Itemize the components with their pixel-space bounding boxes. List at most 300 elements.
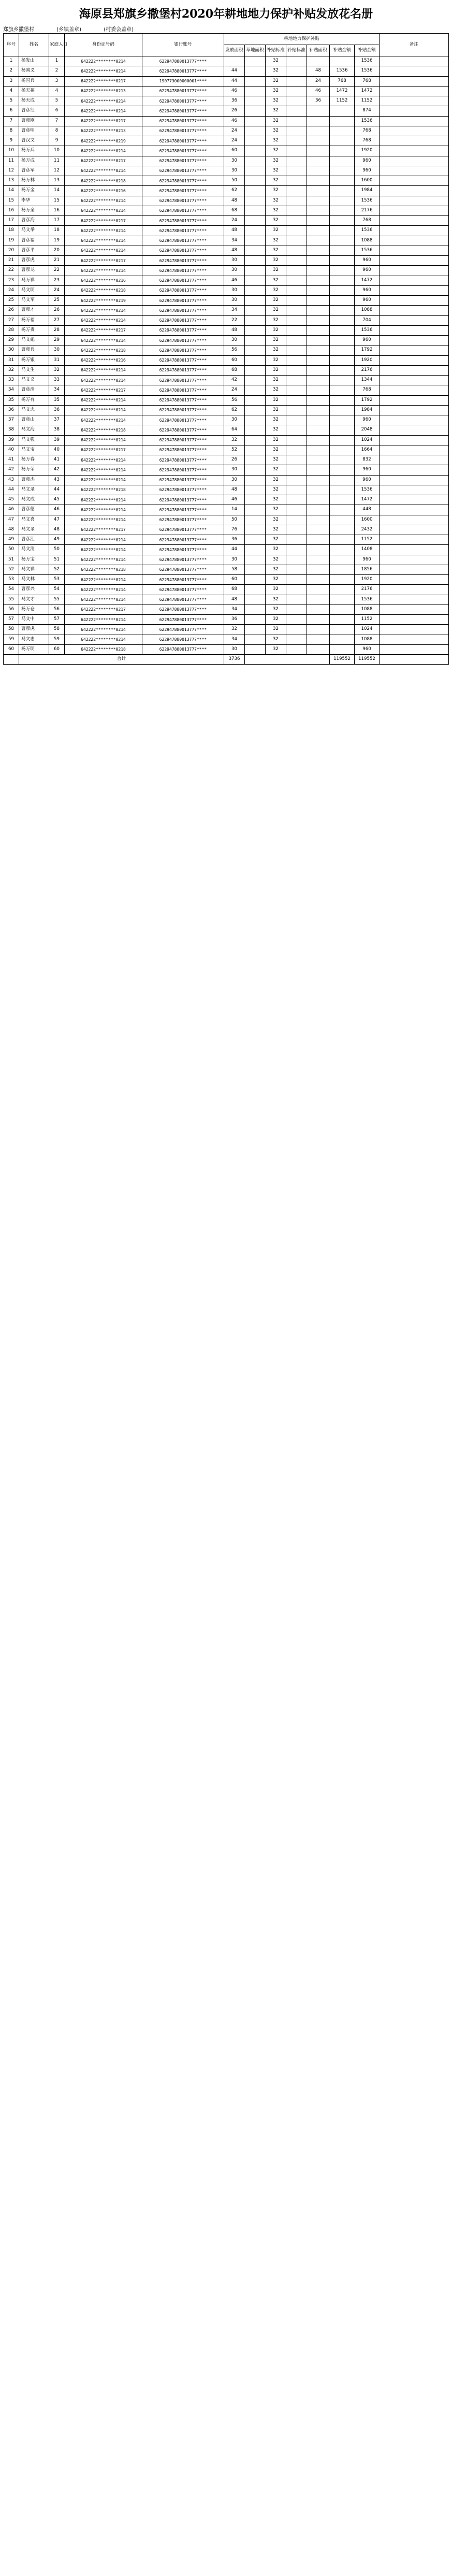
cell-land-area xyxy=(307,635,330,644)
cell-seq: 13 xyxy=(4,176,19,186)
cell-total-amount: 1536 xyxy=(355,246,380,255)
cell-family-size: 26 xyxy=(49,306,65,315)
cell-amount xyxy=(330,256,355,266)
cell-family-size: 13 xyxy=(49,176,65,186)
cell-total-amount: 960 xyxy=(355,555,380,565)
cell-seq: 41 xyxy=(4,455,19,465)
table-row xyxy=(4,635,449,644)
cell-amount xyxy=(330,405,355,415)
cell-total-amount: 768 xyxy=(355,216,380,226)
cell-remark xyxy=(380,595,449,605)
cell-id-number: 642222********0217 xyxy=(65,256,142,266)
cell-id-number: 642222********0214 xyxy=(65,435,142,445)
cell-id-number: 642222********0214 xyxy=(65,106,142,116)
cell-std2 xyxy=(286,285,307,295)
cell-id-number: 642222********0214 xyxy=(65,196,142,206)
cell-grassland xyxy=(245,495,266,505)
cell-std: 32 xyxy=(266,515,286,525)
cell-std2 xyxy=(286,495,307,505)
cell-amount xyxy=(330,605,355,614)
cell-id-number: 642222********0214 xyxy=(65,166,142,176)
cell-land-area xyxy=(307,126,330,136)
cell-name: 曹彦德 xyxy=(19,505,49,515)
cell-std2 xyxy=(286,106,307,116)
cell-std: 32 xyxy=(266,166,286,176)
cell-area: 22 xyxy=(224,315,245,325)
cell-name: 马文军 xyxy=(19,296,49,306)
cell-id-number: 642222********0213 xyxy=(65,126,142,136)
cell-amount xyxy=(330,425,355,435)
cell-total-amount: 1024 xyxy=(355,625,380,635)
cell-land-area xyxy=(307,505,330,515)
cell-std2 xyxy=(286,226,307,236)
cell-remark xyxy=(380,256,449,266)
cell-std: 32 xyxy=(266,176,286,186)
cell-std: 32 xyxy=(266,625,286,635)
cell-std: 32 xyxy=(266,276,286,285)
cell-grassland xyxy=(245,246,266,255)
cell-name: 杨国兵 xyxy=(19,76,49,86)
table-row xyxy=(4,585,449,595)
cell-family-size: 2 xyxy=(49,66,65,76)
cell-id-number: 642222********0218 xyxy=(65,425,142,435)
cell-name: 马文祥 xyxy=(19,565,49,574)
cell-total-amount: 960 xyxy=(355,475,380,485)
table-row xyxy=(4,116,449,126)
cell-family-size: 33 xyxy=(49,376,65,385)
subtitle-village-seal: (村委会盖章) xyxy=(104,27,134,33)
cell-total-amount: 1600 xyxy=(355,515,380,525)
cell-remark xyxy=(380,605,449,614)
table-row xyxy=(4,196,449,206)
cell-std2 xyxy=(286,455,307,465)
cell-std2 xyxy=(286,246,307,255)
cell-id-number: 642222********0219 xyxy=(65,296,142,306)
cell-name: 杨万全 xyxy=(19,206,49,215)
cell-name: 曹彦虎 xyxy=(19,256,49,266)
cell-id-number: 642222********0214 xyxy=(65,206,142,215)
cell-std: 32 xyxy=(266,565,286,574)
cell-std: 32 xyxy=(266,216,286,226)
cell-seq: 46 xyxy=(4,505,19,515)
cell-land-area xyxy=(307,395,330,405)
cell-land-area xyxy=(307,515,330,525)
table-row xyxy=(4,575,449,585)
table-row xyxy=(4,435,449,445)
cell-std2 xyxy=(286,445,307,455)
total-amount: 119552 xyxy=(330,655,355,665)
cell-std: 32 xyxy=(266,495,286,505)
cell-land-area xyxy=(307,415,330,425)
cell-std: 32 xyxy=(266,226,286,236)
cell-area: 44 xyxy=(224,545,245,555)
cell-grassland xyxy=(245,555,266,565)
cell-land-area xyxy=(307,166,330,176)
table-row xyxy=(4,315,449,325)
cell-total-amount: 960 xyxy=(355,285,380,295)
table-row xyxy=(4,76,449,86)
cell-std: 32 xyxy=(266,156,286,166)
cell-grassland xyxy=(245,625,266,635)
cell-seq: 15 xyxy=(4,196,19,206)
cell-std2 xyxy=(286,585,307,595)
cell-family-size: 41 xyxy=(49,455,65,465)
cell-remark xyxy=(380,625,449,635)
cell-std2 xyxy=(286,206,307,215)
cell-std: 32 xyxy=(266,116,286,126)
table-row xyxy=(4,485,449,495)
cell-seq: 12 xyxy=(4,166,19,176)
cell-seq: 33 xyxy=(4,376,19,385)
cell-seq: 32 xyxy=(4,365,19,375)
cell-std2 xyxy=(286,595,307,605)
cell-grassland xyxy=(245,644,266,654)
cell-area: 56 xyxy=(224,346,245,355)
cell-land-area xyxy=(307,306,330,315)
header-total-amount: 补贴金额 xyxy=(355,45,380,56)
cell-land-area xyxy=(307,565,330,574)
cell-std: 32 xyxy=(266,475,286,485)
cell-bank-account: 622947880013777**** xyxy=(142,266,224,276)
cell-family-size: 30 xyxy=(49,346,65,355)
cell-std2 xyxy=(286,86,307,96)
cell-amount xyxy=(330,415,355,425)
cell-name: 杨天成 xyxy=(19,96,49,106)
cell-remark xyxy=(380,615,449,625)
cell-name: 马万祥 xyxy=(19,276,49,285)
cell-std: 32 xyxy=(266,405,286,415)
cell-total-amount: 1344 xyxy=(355,376,380,385)
cell-family-size: 15 xyxy=(49,196,65,206)
cell-std: 32 xyxy=(266,296,286,306)
cell-name: 曹彦平 xyxy=(19,246,49,255)
cell-std2 xyxy=(286,425,307,435)
header-name: 姓名 xyxy=(19,34,49,56)
cell-bank-account: 622947880013777**** xyxy=(142,86,224,96)
cell-total-amount: 1664 xyxy=(355,445,380,455)
cell-grassland xyxy=(245,355,266,365)
cell-grassland xyxy=(245,136,266,146)
table-row xyxy=(4,176,449,186)
cell-remark xyxy=(380,196,449,206)
cell-remark xyxy=(380,86,449,96)
cell-amount xyxy=(330,136,355,146)
cell-grassland xyxy=(245,435,266,445)
cell-std2 xyxy=(286,395,307,405)
cell-name: 马文生 xyxy=(19,365,49,375)
cell-amount xyxy=(330,226,355,236)
cell-total-amount: 1792 xyxy=(355,346,380,355)
cell-bank-account: 622947880013777**** xyxy=(142,545,224,555)
cell-std: 32 xyxy=(266,196,286,206)
cell-family-size: 43 xyxy=(49,475,65,485)
cell-name: 杨天福 xyxy=(19,86,49,96)
cell-id-number: 642222********0217 xyxy=(65,216,142,226)
cell-bank-account: 622947880013777**** xyxy=(142,525,224,535)
cell-area: 60 xyxy=(224,575,245,585)
cell-std: 32 xyxy=(266,555,286,565)
cell-std: 32 xyxy=(266,425,286,435)
cell-amount xyxy=(330,296,355,306)
cell-seq: 59 xyxy=(4,635,19,644)
cell-grassland xyxy=(245,56,266,66)
cell-bank-account: 622947880013777**** xyxy=(142,336,224,346)
cell-land-area xyxy=(307,575,330,585)
cell-remark xyxy=(380,76,449,86)
cell-name: 曹彦清 xyxy=(19,385,49,395)
cell-std2 xyxy=(286,355,307,365)
cell-name: 杨万荣 xyxy=(19,465,49,475)
cell-area: 30 xyxy=(224,256,245,266)
cell-remark xyxy=(380,475,449,485)
cell-remark xyxy=(380,166,449,176)
cell-id-number: 642222********0214 xyxy=(65,635,142,644)
cell-area: 68 xyxy=(224,365,245,375)
cell-std2 xyxy=(286,176,307,186)
cell-id-number: 642222********0216 xyxy=(65,186,142,196)
cell-std: 32 xyxy=(266,575,286,585)
cell-id-number: 642222********0217 xyxy=(65,325,142,335)
cell-std2 xyxy=(286,515,307,525)
cell-id-number: 642222********0213 xyxy=(65,86,142,96)
cell-seq: 5 xyxy=(4,96,19,106)
cell-total-amount: 1088 xyxy=(355,605,380,614)
cell-name: 杨万成 xyxy=(19,156,49,166)
cell-std: 32 xyxy=(266,66,286,76)
cell-id-number: 642222********0218 xyxy=(65,565,142,574)
cell-grassland xyxy=(245,116,266,126)
cell-name: 曹彦山 xyxy=(19,415,49,425)
cell-total-amount: 1088 xyxy=(355,635,380,644)
cell-land-area xyxy=(307,535,330,545)
cell-std2 xyxy=(286,166,307,176)
cell-id-number: 642222********0219 xyxy=(65,136,142,146)
cell-std2 xyxy=(286,575,307,585)
cell-land-area xyxy=(307,216,330,226)
cell-name: 马文海 xyxy=(19,425,49,435)
cell-bank-account: 622947880013777**** xyxy=(142,445,224,455)
cell-amount: 1536 xyxy=(330,66,355,76)
cell-remark xyxy=(380,365,449,375)
header-subsidy-group: 耕地地力保护补贴 xyxy=(224,34,380,45)
cell-seq: 50 xyxy=(4,545,19,555)
cell-total-amount: 1536 xyxy=(355,196,380,206)
cell-area: 48 xyxy=(224,226,245,236)
cell-bank-account: 622947880013777**** xyxy=(142,485,224,495)
cell-id-number: 642222********0214 xyxy=(65,246,142,255)
cell-std: 32 xyxy=(266,644,286,654)
cell-family-size: 16 xyxy=(49,206,65,215)
cell-std2 xyxy=(286,276,307,285)
table-header xyxy=(4,34,449,56)
cell-area: 24 xyxy=(224,126,245,136)
cell-area: 48 xyxy=(224,246,245,255)
cell-grassland xyxy=(245,266,266,276)
cell-std: 32 xyxy=(266,465,286,475)
cell-bank-account: 622947880013777**** xyxy=(142,355,224,365)
cell-grassland xyxy=(245,86,266,96)
cell-family-size: 8 xyxy=(49,126,65,136)
cell-grassland xyxy=(245,365,266,375)
cell-bank-account: 622947880013777**** xyxy=(142,296,224,306)
cell-grassland xyxy=(245,336,266,346)
cell-grassland xyxy=(245,296,266,306)
header-land-area: 补贴面积 xyxy=(307,45,330,56)
cell-name: 杨万仓 xyxy=(19,605,49,614)
cell-area: 42 xyxy=(224,376,245,385)
cell-name: 杨发山 xyxy=(19,56,49,66)
cell-land-area xyxy=(307,525,330,535)
cell-area: 46 xyxy=(224,276,245,285)
cell-remark xyxy=(380,445,449,455)
cell-family-size: 34 xyxy=(49,385,65,395)
table-row xyxy=(4,505,449,515)
cell-grassland xyxy=(245,226,266,236)
cell-amount xyxy=(330,346,355,355)
cell-bank-account: 622947880013777**** xyxy=(142,515,224,525)
cell-amount xyxy=(330,565,355,574)
cell-std2 xyxy=(286,376,307,385)
table-row xyxy=(4,385,449,395)
cell-id-number: 642222********0214 xyxy=(65,585,142,595)
cell-std: 32 xyxy=(266,256,286,266)
cell-bank-account: 622947880013777**** xyxy=(142,186,224,196)
cell-family-size: 24 xyxy=(49,285,65,295)
cell-remark xyxy=(380,545,449,555)
cell-seq: 21 xyxy=(4,256,19,266)
cell-id-number: 642222********0214 xyxy=(65,236,142,246)
cell-family-size: 58 xyxy=(49,625,65,635)
cell-land-area xyxy=(307,136,330,146)
cell-family-size: 38 xyxy=(49,425,65,435)
table-row xyxy=(4,266,449,276)
cell-std2 xyxy=(286,365,307,375)
cell-id-number: 642222********0214 xyxy=(65,146,142,156)
cell-area: 58 xyxy=(224,565,245,574)
cell-std2 xyxy=(286,485,307,495)
cell-land-area xyxy=(307,405,330,415)
cell-amount xyxy=(330,595,355,605)
cell-name: 马文清 xyxy=(19,545,49,555)
cell-land-area xyxy=(307,296,330,306)
cell-grassland xyxy=(245,615,266,625)
cell-std2 xyxy=(286,66,307,76)
cell-bank-account: 622947880013777**** xyxy=(142,315,224,325)
cell-remark xyxy=(380,306,449,315)
cell-name: 杨万金 xyxy=(19,186,49,196)
cell-std2 xyxy=(286,385,307,395)
cell-id-number: 642222********0218 xyxy=(65,346,142,355)
cell-std2 xyxy=(286,256,307,266)
cell-seq: 19 xyxy=(4,236,19,246)
cell-family-size: 21 xyxy=(49,256,65,266)
cell-family-size: 6 xyxy=(49,106,65,116)
cell-id-number: 642222********0216 xyxy=(65,276,142,285)
cell-remark xyxy=(380,435,449,445)
cell-grassland xyxy=(245,535,266,545)
cell-amount xyxy=(330,395,355,405)
cell-id-number: 642222********0214 xyxy=(65,475,142,485)
cell-total-amount: 1024 xyxy=(355,435,380,445)
cell-bank-account: 190773000000001**** xyxy=(142,76,224,86)
cell-total-amount: 1920 xyxy=(355,575,380,585)
cell-land-area xyxy=(307,555,330,565)
cell-amount xyxy=(330,196,355,206)
cell-total-amount: 1984 xyxy=(355,186,380,196)
table-row xyxy=(4,535,449,545)
cell-std: 32 xyxy=(266,595,286,605)
cell-id-number: 642222********0214 xyxy=(65,266,142,276)
cell-total-amount: 2048 xyxy=(355,425,380,435)
cell-std: 32 xyxy=(266,455,286,465)
table-row xyxy=(4,625,449,635)
cell-area: 34 xyxy=(224,306,245,315)
cell-remark xyxy=(380,565,449,574)
cell-bank-account: 622947880013777**** xyxy=(142,226,224,236)
cell-total-amount: 960 xyxy=(355,266,380,276)
cell-remark xyxy=(380,296,449,306)
cell-id-number: 642222********0218 xyxy=(65,176,142,186)
cell-remark xyxy=(380,176,449,186)
cell-area: 50 xyxy=(224,176,245,186)
cell-seq: 27 xyxy=(4,315,19,325)
cell-amount xyxy=(330,355,355,365)
cell-remark xyxy=(380,505,449,515)
table-row xyxy=(4,136,449,146)
cell-remark xyxy=(380,585,449,595)
cell-total-amount: 1536 xyxy=(355,325,380,335)
cell-id-number: 642222********0216 xyxy=(65,355,142,365)
cell-total-amount: 768 xyxy=(355,385,380,395)
cell-land-area xyxy=(307,236,330,246)
cell-area: 52 xyxy=(224,445,245,455)
cell-area: 34 xyxy=(224,635,245,644)
cell-amount xyxy=(330,505,355,515)
cell-total-amount: 1920 xyxy=(355,146,380,156)
table-row xyxy=(4,285,449,295)
cell-name: 曹彦杰 xyxy=(19,475,49,485)
cell-bank-account: 622947880013777**** xyxy=(142,206,224,215)
table-row xyxy=(4,96,449,106)
cell-id-number: 642222********0214 xyxy=(65,625,142,635)
cell-name: 曹彦福 xyxy=(19,236,49,246)
cell-std2 xyxy=(286,296,307,306)
table-row xyxy=(4,425,449,435)
cell-std: 32 xyxy=(266,435,286,445)
cell-seq: 14 xyxy=(4,186,19,196)
cell-amount xyxy=(330,475,355,485)
cell-family-size: 45 xyxy=(49,495,65,505)
cell-family-size: 31 xyxy=(49,355,65,365)
cell-std: 32 xyxy=(266,266,286,276)
cell-grassland xyxy=(245,76,266,86)
cell-std: 32 xyxy=(266,376,286,385)
cell-name: 马文忠 xyxy=(19,405,49,415)
cell-total-amount: 2176 xyxy=(355,206,380,215)
cell-bank-account: 622947880013777**** xyxy=(142,306,224,315)
cell-bank-account: 622947880013777**** xyxy=(142,66,224,76)
cell-std: 32 xyxy=(266,485,286,495)
table-row xyxy=(4,246,449,255)
cell-id-number: 642222********0214 xyxy=(65,315,142,325)
cell-seq: 49 xyxy=(4,535,19,545)
cell-family-size: 10 xyxy=(49,146,65,156)
cell-grassland xyxy=(245,405,266,415)
header-bank-account: 银行账号 xyxy=(142,34,224,56)
cell-remark xyxy=(380,455,449,465)
cell-bank-account: 622947880013777**** xyxy=(142,605,224,614)
cell-std: 32 xyxy=(266,505,286,515)
